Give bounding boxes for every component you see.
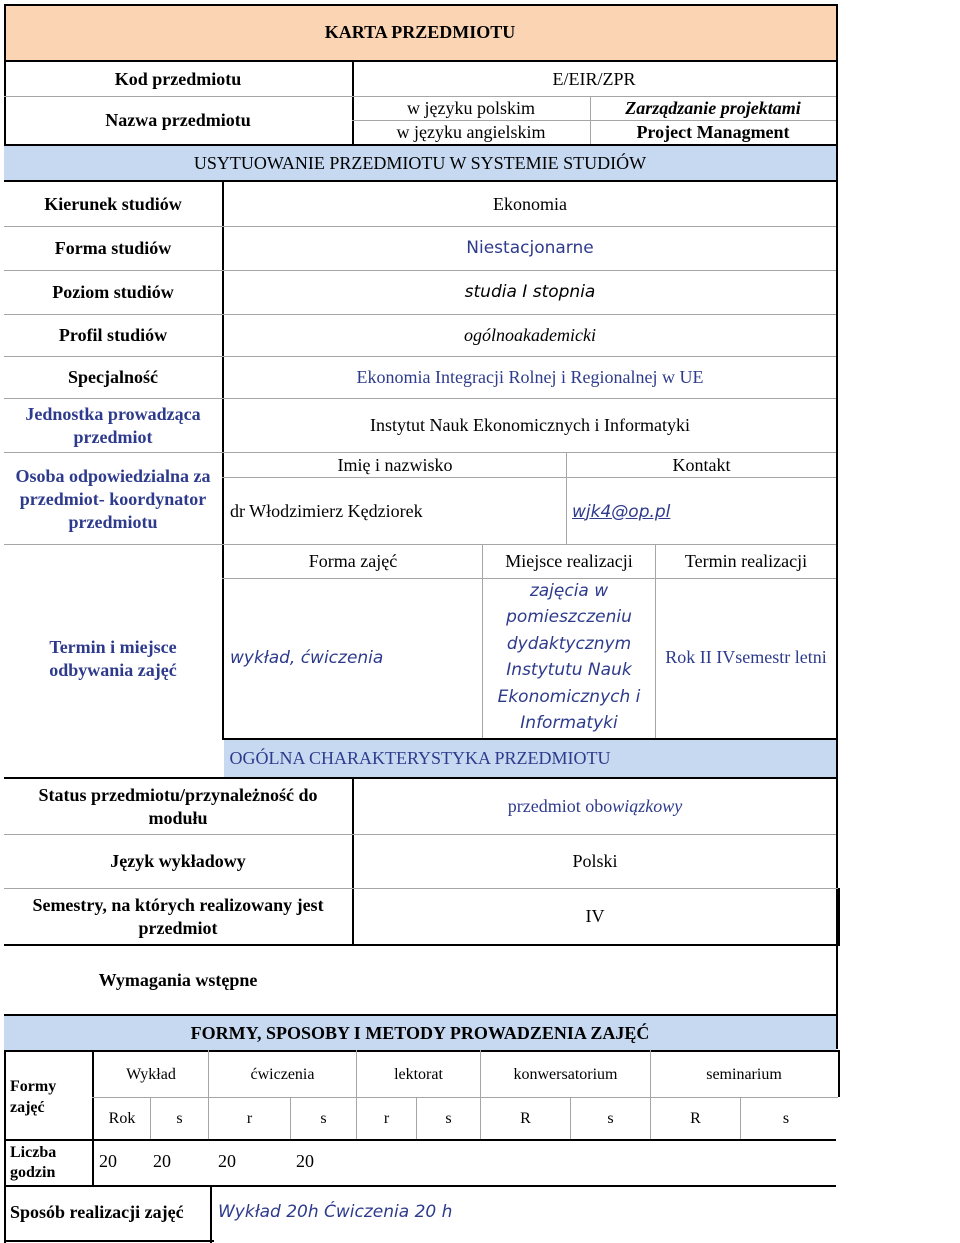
- nazwa-en-value: Project Managment: [636, 122, 790, 142]
- nazwa-pl-label: w języku polskim: [407, 98, 535, 118]
- status-value-b: wiązkowy: [612, 796, 683, 816]
- nazwa-label: Nazwa przedmiotu: [105, 110, 251, 130]
- hours-0: 20: [99, 1150, 117, 1171]
- jednostka-value: Instytut Nauk Ekonomicznych i Informatyki: [370, 415, 690, 435]
- formy-type-konwersatorium: konwersatorium: [513, 1065, 618, 1083]
- page-title: KARTA PRZEDMIOTU: [324, 21, 516, 42]
- formy-sub-4: r: [383, 1110, 390, 1127]
- formy-row-label: Formy zajęć: [10, 1078, 57, 1116]
- hours-2: 20: [218, 1150, 236, 1171]
- profil-label: Profil studiów: [58, 325, 168, 345]
- termin-col3-header: Termin realizacji: [684, 551, 808, 571]
- formy-sub-5: s: [445, 1110, 452, 1127]
- kod-value: E/EIR/ZPR: [552, 68, 636, 89]
- formy-sub-3: s: [320, 1110, 327, 1127]
- hours-3: 20: [296, 1150, 314, 1171]
- formy-type-cwiczenia: ćwiczenia: [250, 1065, 315, 1083]
- formy-sub-0: Rok: [108, 1110, 136, 1127]
- formy-type-seminarium: seminarium: [706, 1065, 782, 1083]
- osoba-label: Osoba odpowiedzialna za przedmiot- koordynator przedmiotu: [15, 465, 211, 532]
- specjalnosc-value: Ekonomia Integracji Rolnej i Regionalnej w UE: [356, 367, 704, 387]
- jezyk-label: Język wykładowy: [110, 851, 246, 871]
- forma-value: Niestacjonarne: [466, 238, 594, 258]
- formy-type-lektorat: lektorat: [394, 1065, 443, 1083]
- formy-sub-1: s: [176, 1110, 183, 1127]
- section2-title: OGÓLNA CHARAKTERYSTYKA PRZEDMIOTU: [229, 747, 611, 768]
- status-value-a: przedmiot obo: [507, 796, 613, 816]
- section3-title: FORMY, SPOSOBY I METODY PROWADZENIA ZAJĘĆ: [190, 1022, 650, 1043]
- termin-miejsce: zajęcia w pomieszczeniu dydaktycznym Instytutu Nauk Ekonomicznych i Informatyki: [497, 580, 641, 733]
- poziom-label: Poziom studiów: [52, 282, 174, 302]
- poziom-value: studia I stopnia: [464, 282, 596, 302]
- formy-sub-8: R: [690, 1110, 701, 1127]
- hours-1: 20: [153, 1150, 171, 1171]
- formy-type-wyklad: Wykład: [126, 1065, 176, 1083]
- section1-title: USYTUOWANIE PRZEDMIOTU W SYSTEMIE STUDIÓW: [193, 152, 647, 173]
- semestry-label: Semestry, na których realizowany jest przedmiot: [32, 894, 324, 938]
- formy-sub-7: s: [607, 1110, 614, 1127]
- formy-sub-6: R: [520, 1110, 531, 1127]
- termin-forma: wykład, ćwiczenia: [230, 647, 384, 668]
- sposob-value: Wykład 20h Ćwiczenia 20 h: [218, 1201, 453, 1222]
- termin-col1-header: Forma zajęć: [308, 551, 398, 571]
- wymagania-value: [354, 946, 836, 1014]
- termin-label: Termin i miejsce odbywania zajęć: [49, 637, 177, 680]
- osoba-name-header: Imię i nazwisko: [337, 454, 453, 475]
- status-label: Status przedmiotu/przynależność do modułu: [38, 784, 318, 828]
- semestry-value: IV: [585, 906, 605, 926]
- hours-label: Liczba godzin: [10, 1144, 57, 1181]
- formy-sub-9: s: [782, 1110, 790, 1127]
- specjalnosc-label: Specjalność: [68, 367, 158, 387]
- jezyk-value: Polski: [572, 851, 618, 871]
- sposob-label: Sposób realizacji zajęć: [10, 1201, 184, 1222]
- nazwa-en-label: w języku angielskim: [396, 122, 546, 142]
- status-value: [354, 779, 836, 834]
- osoba-contact-header: Kontakt: [672, 454, 731, 475]
- profil-value: ogólnoakademicki: [464, 325, 596, 345]
- formy-sub-2: r: [246, 1110, 253, 1127]
- termin-czas: Rok II IVsemestr letni: [665, 647, 827, 667]
- kierunek-value: Ekonomia: [493, 193, 567, 214]
- nazwa-pl-value: Zarządzanie projektami: [625, 98, 801, 118]
- osoba-name: dr Włodzimierz Kędziorek: [230, 500, 423, 521]
- forma-label: Forma studiów: [54, 238, 172, 258]
- wymagania-label: Wymagania wstępne: [98, 969, 258, 990]
- jednostka-label: Jednostka prowadząca przedmiot: [25, 403, 201, 447]
- termin-col2-header: Miejsce realizacji: [505, 551, 633, 571]
- osoba-email[interactable]: wjk4@op.pl: [572, 501, 671, 522]
- kierunek-label: Kierunek studiów: [44, 193, 182, 214]
- kod-label: Kod przedmiotu: [114, 68, 242, 89]
